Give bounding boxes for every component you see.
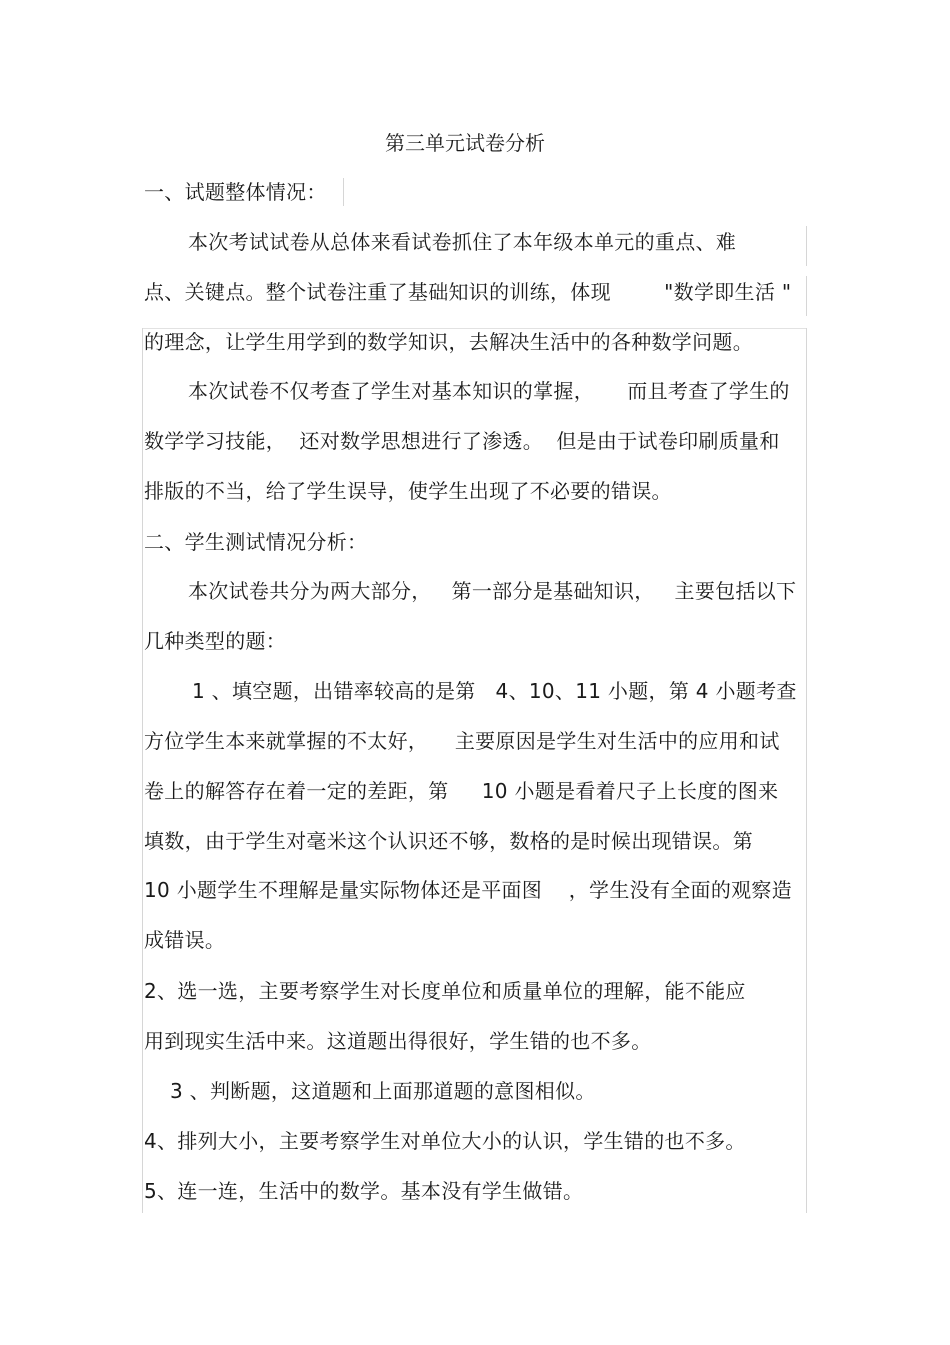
paragraph-line: 方位学生本来就掌握的不太好， 主要原因是学生对生活中的应用和试: [144, 729, 780, 753]
border-artifact: [343, 178, 344, 206]
paragraph-line: 10 小题学生不理解是量实际物体还是平面图 ，学生没有全面的观察造: [144, 878, 793, 902]
paragraph-line: 成错误。: [144, 928, 226, 952]
border-artifact: [142, 328, 807, 329]
paragraph-line: 5、连一连，生活中的数学。基本没有学生做错。: [144, 1179, 584, 1203]
paragraph-line: 数学学习技能， 还对数学思想进行了渗透。 但是由于试卷印刷质量和: [144, 429, 780, 453]
paragraph-line: 用到现实生活中来。这道题出得很好，学生错的也不多。: [144, 1029, 652, 1053]
paragraph-line: 1 、填空题，出错率较高的是第 4、10、11 小题，第 4 小题考查: [192, 679, 797, 703]
border-artifact: [806, 328, 807, 1213]
paragraph-line: 卷上的解答存在着一定的差距，第 10 小题是看着尺子上长度的图来: [144, 779, 779, 803]
paragraph-line: 几种类型的题：: [144, 629, 287, 653]
paragraph-line: 的理念，让学生用学到的数学知识，去解决生活中的各种数学问题。: [144, 330, 753, 354]
paragraph-line: 2、选一选，主要考察学生对长度单位和质量单位的理解，能不能应: [144, 979, 746, 1003]
paragraph-line: 本次考试试卷从总体来看试卷抓住了本年级本单元的重点、难: [188, 230, 737, 254]
section-heading-2: 二、学生测试情况分析：: [144, 530, 368, 554]
paragraph-line: 点、关键点。整个试卷注重了基础知识的训练，体现 "数学即生活 ": [144, 280, 792, 304]
section-heading-1: 一、试题整体情况：: [144, 180, 327, 204]
page-title: 第三单元试卷分析: [385, 131, 545, 155]
border-artifact: [806, 226, 807, 266]
border-artifact: [806, 276, 807, 316]
paragraph-line: 本次试卷不仅考查了学生对基本知识的掌握， 而且考查了学生的: [188, 379, 790, 403]
paragraph-line: 本次试卷共分为两大部分， 第一部分是基础知识， 主要包括以下: [188, 579, 797, 603]
border-artifact: [142, 328, 143, 1213]
paragraph-line: 3 、判断题，这道题和上面那道题的意图相似。: [170, 1079, 596, 1103]
paragraph-line: 填数，由于学生对毫米这个认识还不够，数格的是时候出现错误。第: [144, 829, 753, 853]
paragraph-line: 4、排列大小，主要考察学生对单位大小的认识，学生错的也不多。: [144, 1129, 746, 1153]
paragraph-line: 排版的不当，给了学生误导，使学生出现了不必要的错误。: [144, 479, 672, 503]
